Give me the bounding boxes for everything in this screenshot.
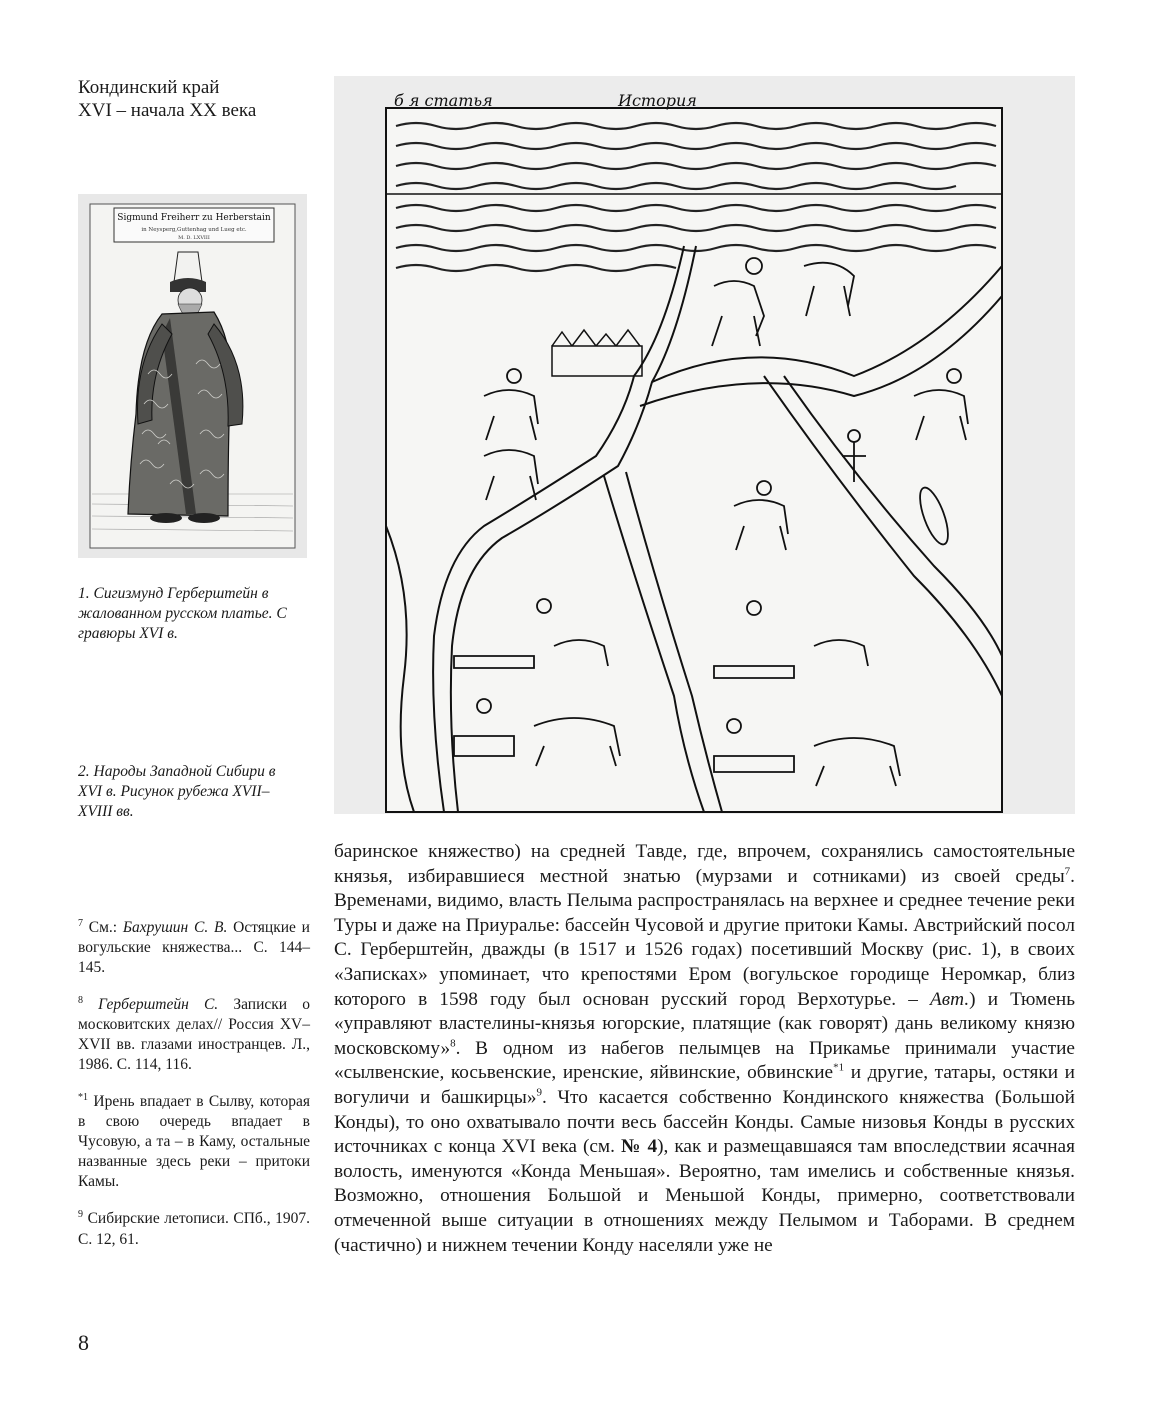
map-title-right: История [618,91,697,110]
banner-year: M. D. LXVIII [178,235,210,241]
figure-2-peoples-map-drawing [334,76,1075,814]
document-reference: № 4 [620,1136,658,1158]
footnote-9: $^9$ Сибирские летописи. СПб., 1907. С. 12, 61. [78,1209,311,1248]
footnote-ref-9: 9 [536,1086,542,1099]
body-text [334,840,1075,1258]
footnote-ref-7: 7 [1064,865,1071,878]
footnote-8: $^8$ Герберштейн С. Записки о московитских делах// Россия XV–XVII вв. глазами иностранцев. Л., 1986. С. 114, 116. [78,995,311,1074]
map-title-left: б я статья [394,91,493,110]
engraving-illustration [78,194,307,558]
banner-line-2: in Neysperg,Guttenhag und Lueg etc. [141,227,247,233]
footnotes [78,914,310,1263]
footnote-star-1: $^{*1}$ Ирень впадает в Сылву, которая в свою очередь впадает в Чусовую, а та – в Каму, остальные названные здесь реки – притоки Камы. [78,1092,310,1191]
body-paragraph: баринское княжество) на средней Тавде, где, впрочем, сохранялись самостоятельные князья, избиравшиеся местной знатью (мурзами и сотниками) из своей среды$^7$. Временами, видимо, власть Пелыма распространялась на верхнее и среднее течение реки Туры и даже на Приуралье: бассейн Чусовой и другие притоки Камы. Австрийский посол С. Герберштейн, дважды (в 1517 и 1526 годах) посетивший Москву (рис. 1), в своих «Записках» упоминает, что крепостями Ером (вогульское городище Неромкар, близ которого в 1598 году был основан русский город Верхотурье. – Авт.) и Тюмень «управляют властелины-князья югорские, платящие (как говорят) дань великому князю московскому»$^8$. В одном из набегов пелымцев на Прикамье принимали участие «сылвенские, косьвенские, иренские, яйвинские, обвинские$^{*1}$ и другие, татары, остяки и вогуличи и башкирцы»$^9$. Что касается собственно Кондинского княжества (Большой Конды), то оно охватывало почти весь бассейн Конды. Самые низовья Конды в русских источниках с конца XVI века (см. № 4), как и размещавшаяся там впоследствии ясачная волость, именуются «Конда Меньшая». Вероятно, там имелись и собственные князья. Возможно, отношения Большой и Меньшой Конды, примерно, соответствовали отмеченной выше ситуации в отношениях между Пелымом и Таборами. В среднем (частично) и нижнем течении Конду населяли уже не [334,841,1076,1256]
footnote-ref-8: 8 [450,1037,456,1050]
header-line-2: XVI – начала XX века [78,100,257,121]
map-illustration [334,76,1075,814]
page-number: 8 [78,1330,89,1355]
running-header [78,76,256,122]
footnote-ref-star-1: *1 [833,1061,845,1074]
figure-1-caption: 1. Сигизмунд Герберштейн в жалованном русском платье. С гравюры XVI в. [78,585,287,642]
footnote-7: $^7$ См.: Бахрушин С. В. Остяцкие и вогульские княжества... С. 144–145. [78,918,310,977]
figure-1-herberstein-engraving [78,194,307,558]
figure-2-caption: 2. Народы Западной Сибири в XVI в. Рисунок рубежа XVII–XVIII вв. [78,763,276,820]
header-line-1: Кондинский край [78,77,220,98]
banner-line-1: Sigmund Freiherr zu Herberstain [117,213,271,223]
